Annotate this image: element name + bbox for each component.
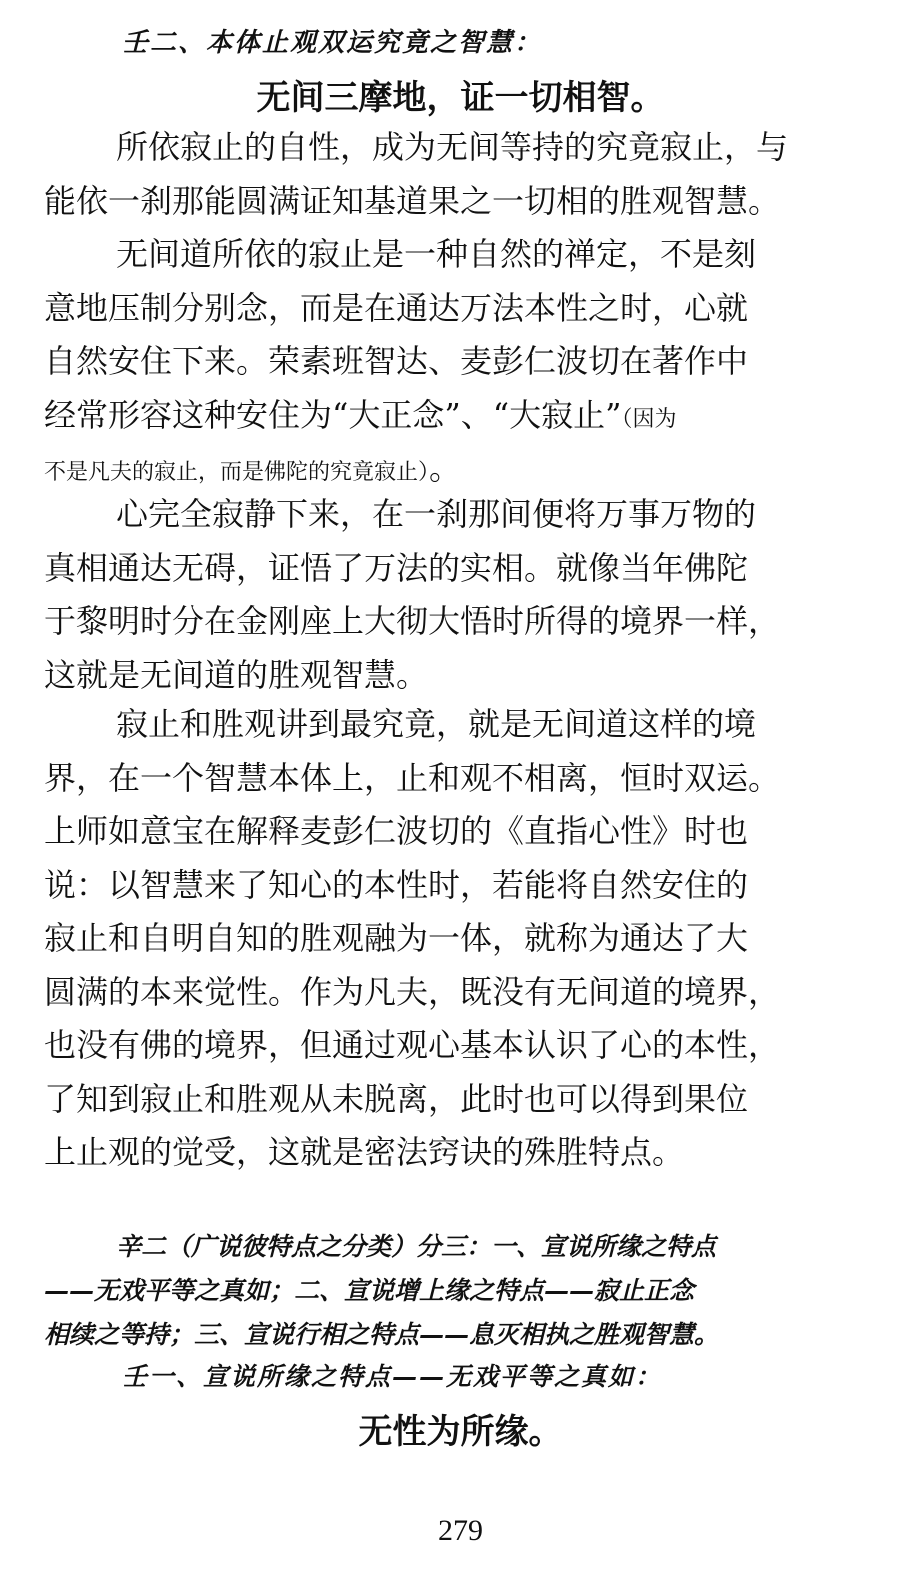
paragraph-line-text: 经常形容这种安住为“大正念”、“大寂止”	[44, 395, 622, 434]
paragraph-line: 所依寂止的自性，成为无间等持的究竟寂止，与	[116, 128, 789, 166]
paragraph-line: 寂止和胜观讲到最究竟，就是无间道这样的境	[116, 705, 757, 743]
outline-line: ——无戏平等之真如；二、宣说增上缘之特点——寂止正念	[44, 1276, 695, 1305]
paragraph-line: 能依一刹那能圆满证知基道果之一切相的胜观智慧。	[44, 181, 781, 220]
paragraph-line: 真相通达无碍，证悟了万法的实相。就像当年佛陀	[44, 548, 749, 587]
paragraph-line: 自然安住下来。荣素班智达、麦彭仁波切在著作中	[44, 342, 749, 380]
paragraph-line	[44, 389, 880, 443]
paragraph-line: 圆满的本来觉性。作为凡夫，既没有无间道的境界，	[44, 972, 781, 1011]
page-number: 279	[438, 1514, 483, 1547]
outline-line: 辛二（广说彼特点之分类）分三：一、宣说所缘之特点	[116, 1232, 717, 1261]
annotation-note: （因为	[621, 406, 677, 432]
paragraph-line: 上止观的觉受，这就是密法窍诀的殊胜特点。	[44, 1133, 685, 1171]
paragraph-line: 说：以智慧来了知心的本性时，若能将自然安住的	[44, 865, 749, 904]
outline-heading-xin-er	[44, 1225, 880, 1357]
paragraph-line: 这就是无间道的胜观智慧。	[44, 655, 429, 694]
paragraph-line: 于黎明时分在金刚座上大彻大悟时所得的境界一样，	[44, 602, 781, 640]
paragraph-1	[44, 121, 880, 228]
section-heading-ren-yi: 壬一、宣说所缘之特点——无戏平等之真如：	[122, 1362, 663, 1391]
annotation-note: 不是凡夫的寂止，而是佛陀的究竟寂止）	[44, 460, 430, 485]
paragraph-line: 也没有佛的境界，但通过观心基本认识了心的本性，	[44, 1026, 781, 1064]
paragraph-line: 心完全寂静下来，在一刹那间便将万事万物的	[116, 495, 757, 533]
paragraph-4	[44, 698, 880, 1180]
root-verse-1: 无间三摩地，证一切相智。	[256, 78, 665, 118]
root-verse-2: 无性为所缘。	[358, 1412, 563, 1452]
outline-line: 相续之等持；三、宣说行相之特点——息灭相执之胜观智慧。	[44, 1320, 720, 1349]
paragraph-line: 无间道所依的寂止是一种自然的禅定，不是刻	[116, 235, 757, 273]
paragraph-line: 了知到寂止和胜观从未脱离，此时也可以得到果位	[44, 1079, 749, 1118]
paragraph-line: 界，在一个智慧本体上，止和观不相离，恒时双运。	[44, 758, 781, 797]
paragraph-line-text: 。	[429, 449, 462, 487]
paragraph-line: 寂止和自明自知的胜观融为一体，就称为通达了大	[44, 919, 749, 957]
paragraph-line: 意地压制分别念，而是在通达万法本性之时，心就	[44, 288, 749, 327]
paragraph-2	[44, 228, 880, 496]
paragraph-3	[44, 488, 880, 702]
paragraph-line: 上师如意宝在解释麦彭仁波切的《直指心性》时也	[44, 812, 749, 850]
section-heading-ren-er: 壬二、本体止观双运究竟之智慧：	[122, 28, 543, 58]
